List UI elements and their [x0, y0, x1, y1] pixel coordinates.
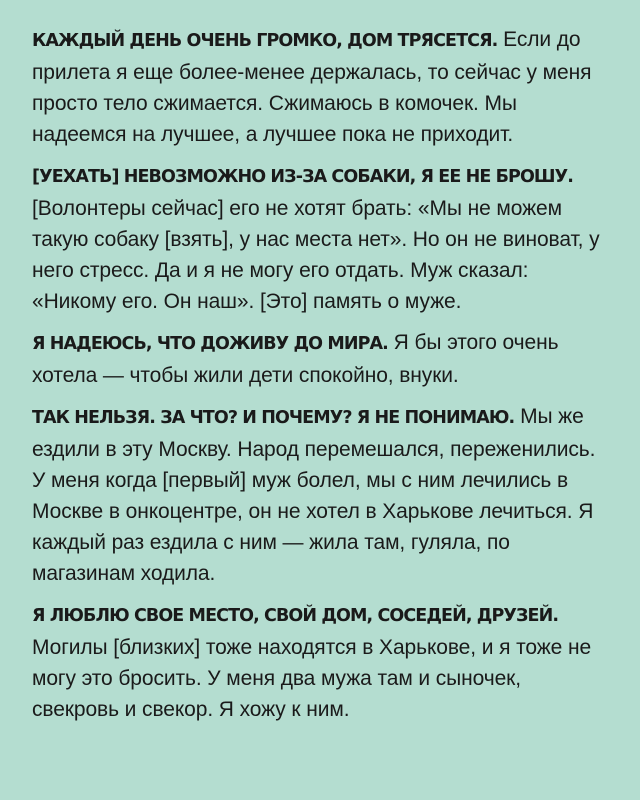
paragraph-lead: Я НАДЕЮСЬ, ЧТО ДОЖИВУ ДО МИРА.	[32, 334, 388, 354]
paragraph-2	[32, 160, 610, 317]
paragraph-text: Если до прилета я еще более-менее держалась, то сейчас у меня просто тело сжимается. Сжимаюсь в комочек. Мы надеемся на лучшее, а лучшее пока не приходит.	[32, 28, 592, 146]
paragraph-4	[32, 401, 610, 589]
paragraph-lead: КАЖДЫЙ ДЕНЬ ОЧЕНЬ ГРОМКО, ДОМ ТРЯСЕТСЯ.	[32, 31, 498, 51]
paragraph-lead: Я ЛЮБЛЮ СВОЕ МЕСТО, СВОЙ ДОМ, СОСЕДЕЙ, ДРУЗЕЙ.	[32, 606, 559, 626]
paragraph-lead: [УЕХАТЬ] НЕВОЗМОЖНО ИЗ-ЗА СОБАКИ, Я ЕЕ НЕ БРОШУ.	[32, 167, 573, 187]
paragraph-lead: ТАК НЕЛЬЗЯ. ЗА ЧТО? И ПОЧЕМУ? Я НЕ ПОНИМАЮ.	[32, 408, 515, 428]
paragraph-5	[32, 599, 610, 725]
paragraph-1	[32, 24, 610, 150]
paragraph-text: [Волонтеры сейчас] его не хотят брать: «Мы не можем такую собаку [взять], у нас места нет». Но он не виноват, у него стресс. Да и я не могу его отдать. Муж сказал: «Никому его. Он наш». [Это] память о муже.	[32, 197, 600, 313]
paragraph-text: Я бы этого очень хотела — чтобы жили дети спокойно, внуки.	[32, 331, 559, 387]
paragraph-text: Могилы [близких] тоже находятся в Харькове, и я тоже не могу это бросить. У меня два мужа там и сыночек, свекровь и свекор. Я хожу к ним.	[32, 636, 592, 721]
paragraph-3	[32, 327, 610, 391]
paragraph-text: Мы же ездили в эту Москву. Народ перемешался, переженились. У меня когда [первый] муж болел, мы с ним лечились в Москве в онкоцентре, он не хотел в Харькове лечиться. Я каждый раз ездила с ним — жила там, гуляла, по магазинам ходила.	[32, 405, 596, 585]
